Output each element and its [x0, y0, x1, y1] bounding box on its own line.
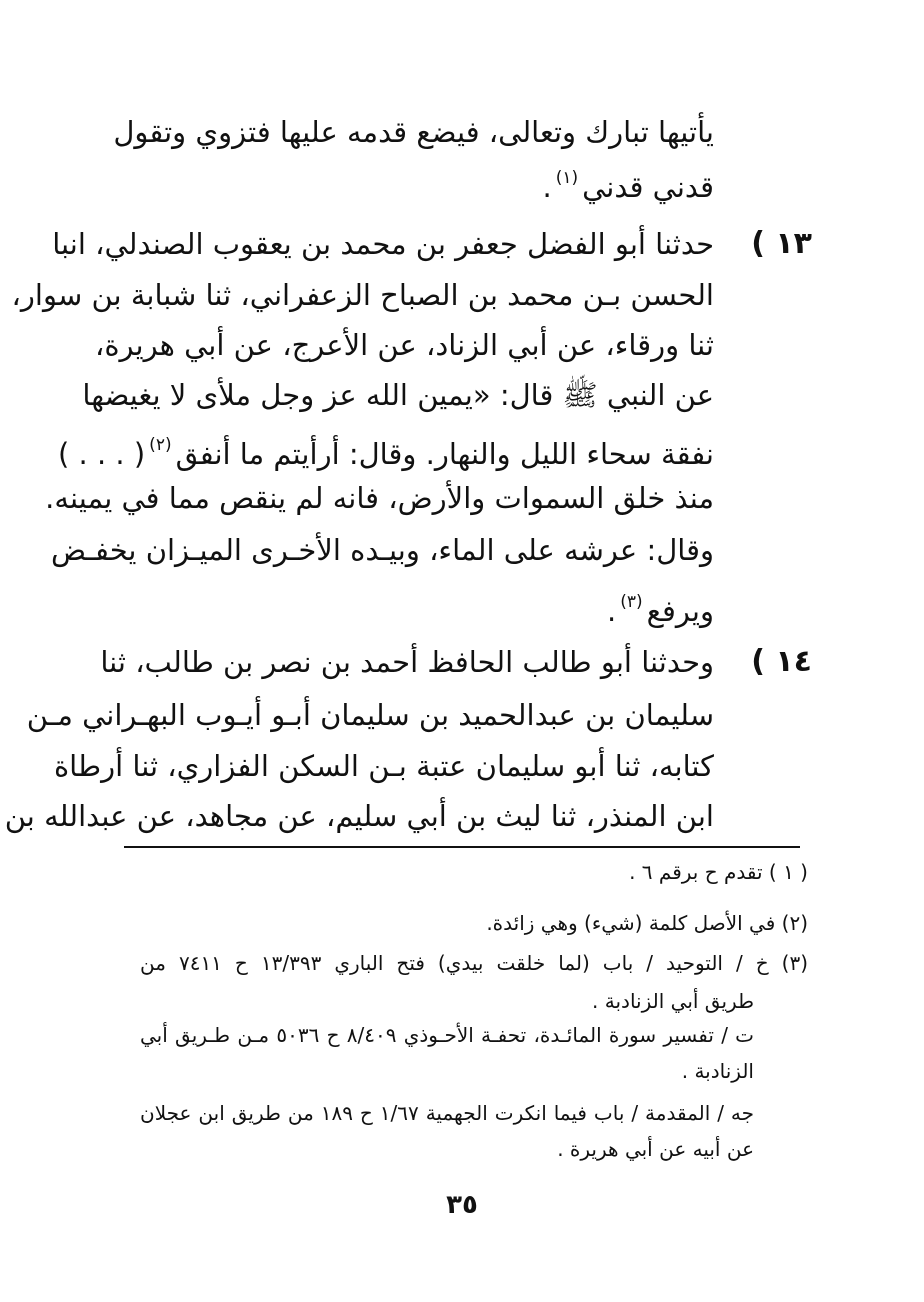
- text-fragment: نفقة سحاء الليل والنهار. وقال: أرأيتم ما أنفق: [175, 437, 714, 471]
- footnote: (٢) في الأصل كلمة (شيء) وهي زائدة.: [486, 911, 808, 935]
- text-fragment: .: [606, 594, 617, 628]
- text-line: [130, 582, 714, 631]
- hadith-number: ١٣ ): [751, 226, 812, 261]
- text-line: [58, 425, 714, 474]
- footnote: (٣) خ / التوحيد / باب (لما خلقت بيدي) فتح الباري ١٣/٣٩٣ ح ٧٤١١ من: [140, 951, 809, 975]
- footnote: ت / تفسير سورة المائـدة، تحفـة الأحـوذي ٨/٤٠٩ ح ٥٠٣٦ مـن طـريق أبي: [140, 1023, 754, 1047]
- footnote-separator: [124, 846, 800, 848]
- text-line: منذ خلق السموات والأرض، فانه لم ينقص مما في يمينه.: [45, 481, 714, 515]
- text-line: حدثنا أبو الفضل جعفر بن محمد بن يعقوب الصندلي، انبا: [52, 227, 714, 261]
- footnote-continuation: طريق أبي الزنادبة .: [592, 989, 754, 1013]
- footnote: ( ١ ) تقدم ح برقم ٦ .: [629, 860, 808, 884]
- footnote-ref: (١): [555, 168, 579, 188]
- footnote-ref: (٣): [620, 592, 643, 612]
- text-line: وحدثنا أبو طالب الحافظ أحمد بن نصر بن طالب، ثنا: [100, 645, 714, 679]
- footnote-continuation: عن أبيه عن أبي هريرة .: [557, 1137, 754, 1161]
- text-line: كتابه، ثنا أبو سليمان عتبة بـن السكن الفزاري، ثنا أرطاة: [53, 749, 714, 783]
- page-number: ٣٥: [446, 1190, 478, 1220]
- footnote: جه / المقدمة / باب فيما انكرت الجهمية ١/٦٧ ح ١٨٩ من طريق ابن عجلان: [140, 1101, 755, 1125]
- text-fragment: .: [542, 170, 552, 204]
- text-line: عن النبي ﷺ قال: «يمين الله عز وجل ملأى لا يغيضها: [82, 378, 714, 412]
- text-line: يأتيها تبارك وتعالى، فيضع قدمه عليها فتزوي وتقول: [113, 115, 714, 149]
- hadith-number: ١٤ ): [751, 644, 812, 679]
- text-fragment: ويرفع: [646, 594, 714, 628]
- text-fragment: قدني قدني: [582, 170, 714, 204]
- text-fragment: ( . . . ): [58, 437, 146, 471]
- footnote-continuation: الزنادبة .: [681, 1059, 754, 1083]
- footnote-ref: (٢): [149, 435, 172, 455]
- text-line: ابن المنذر، ثنا ليث بن أبي سليم، عن مجاهد، عن عبدالله بن: [4, 799, 714, 833]
- text-line: وقال: عرشه على الماء، وبيـده الأخـرى الميـزان يخفـض: [51, 533, 714, 567]
- text-line: الحسن بـن محمد بن الصباح الزعفراني، ثنا شبابة بن سوار،: [11, 278, 714, 312]
- text-line: [130, 158, 714, 207]
- text-line: سليمان بن عبدالحميد بن سليمان أبـو أيـوب البهـراني مـن: [26, 698, 714, 732]
- text-line: ثنا ورقاء، عن أبي الزناد، عن الأعرج، عن أبي هريرة،: [94, 328, 714, 362]
